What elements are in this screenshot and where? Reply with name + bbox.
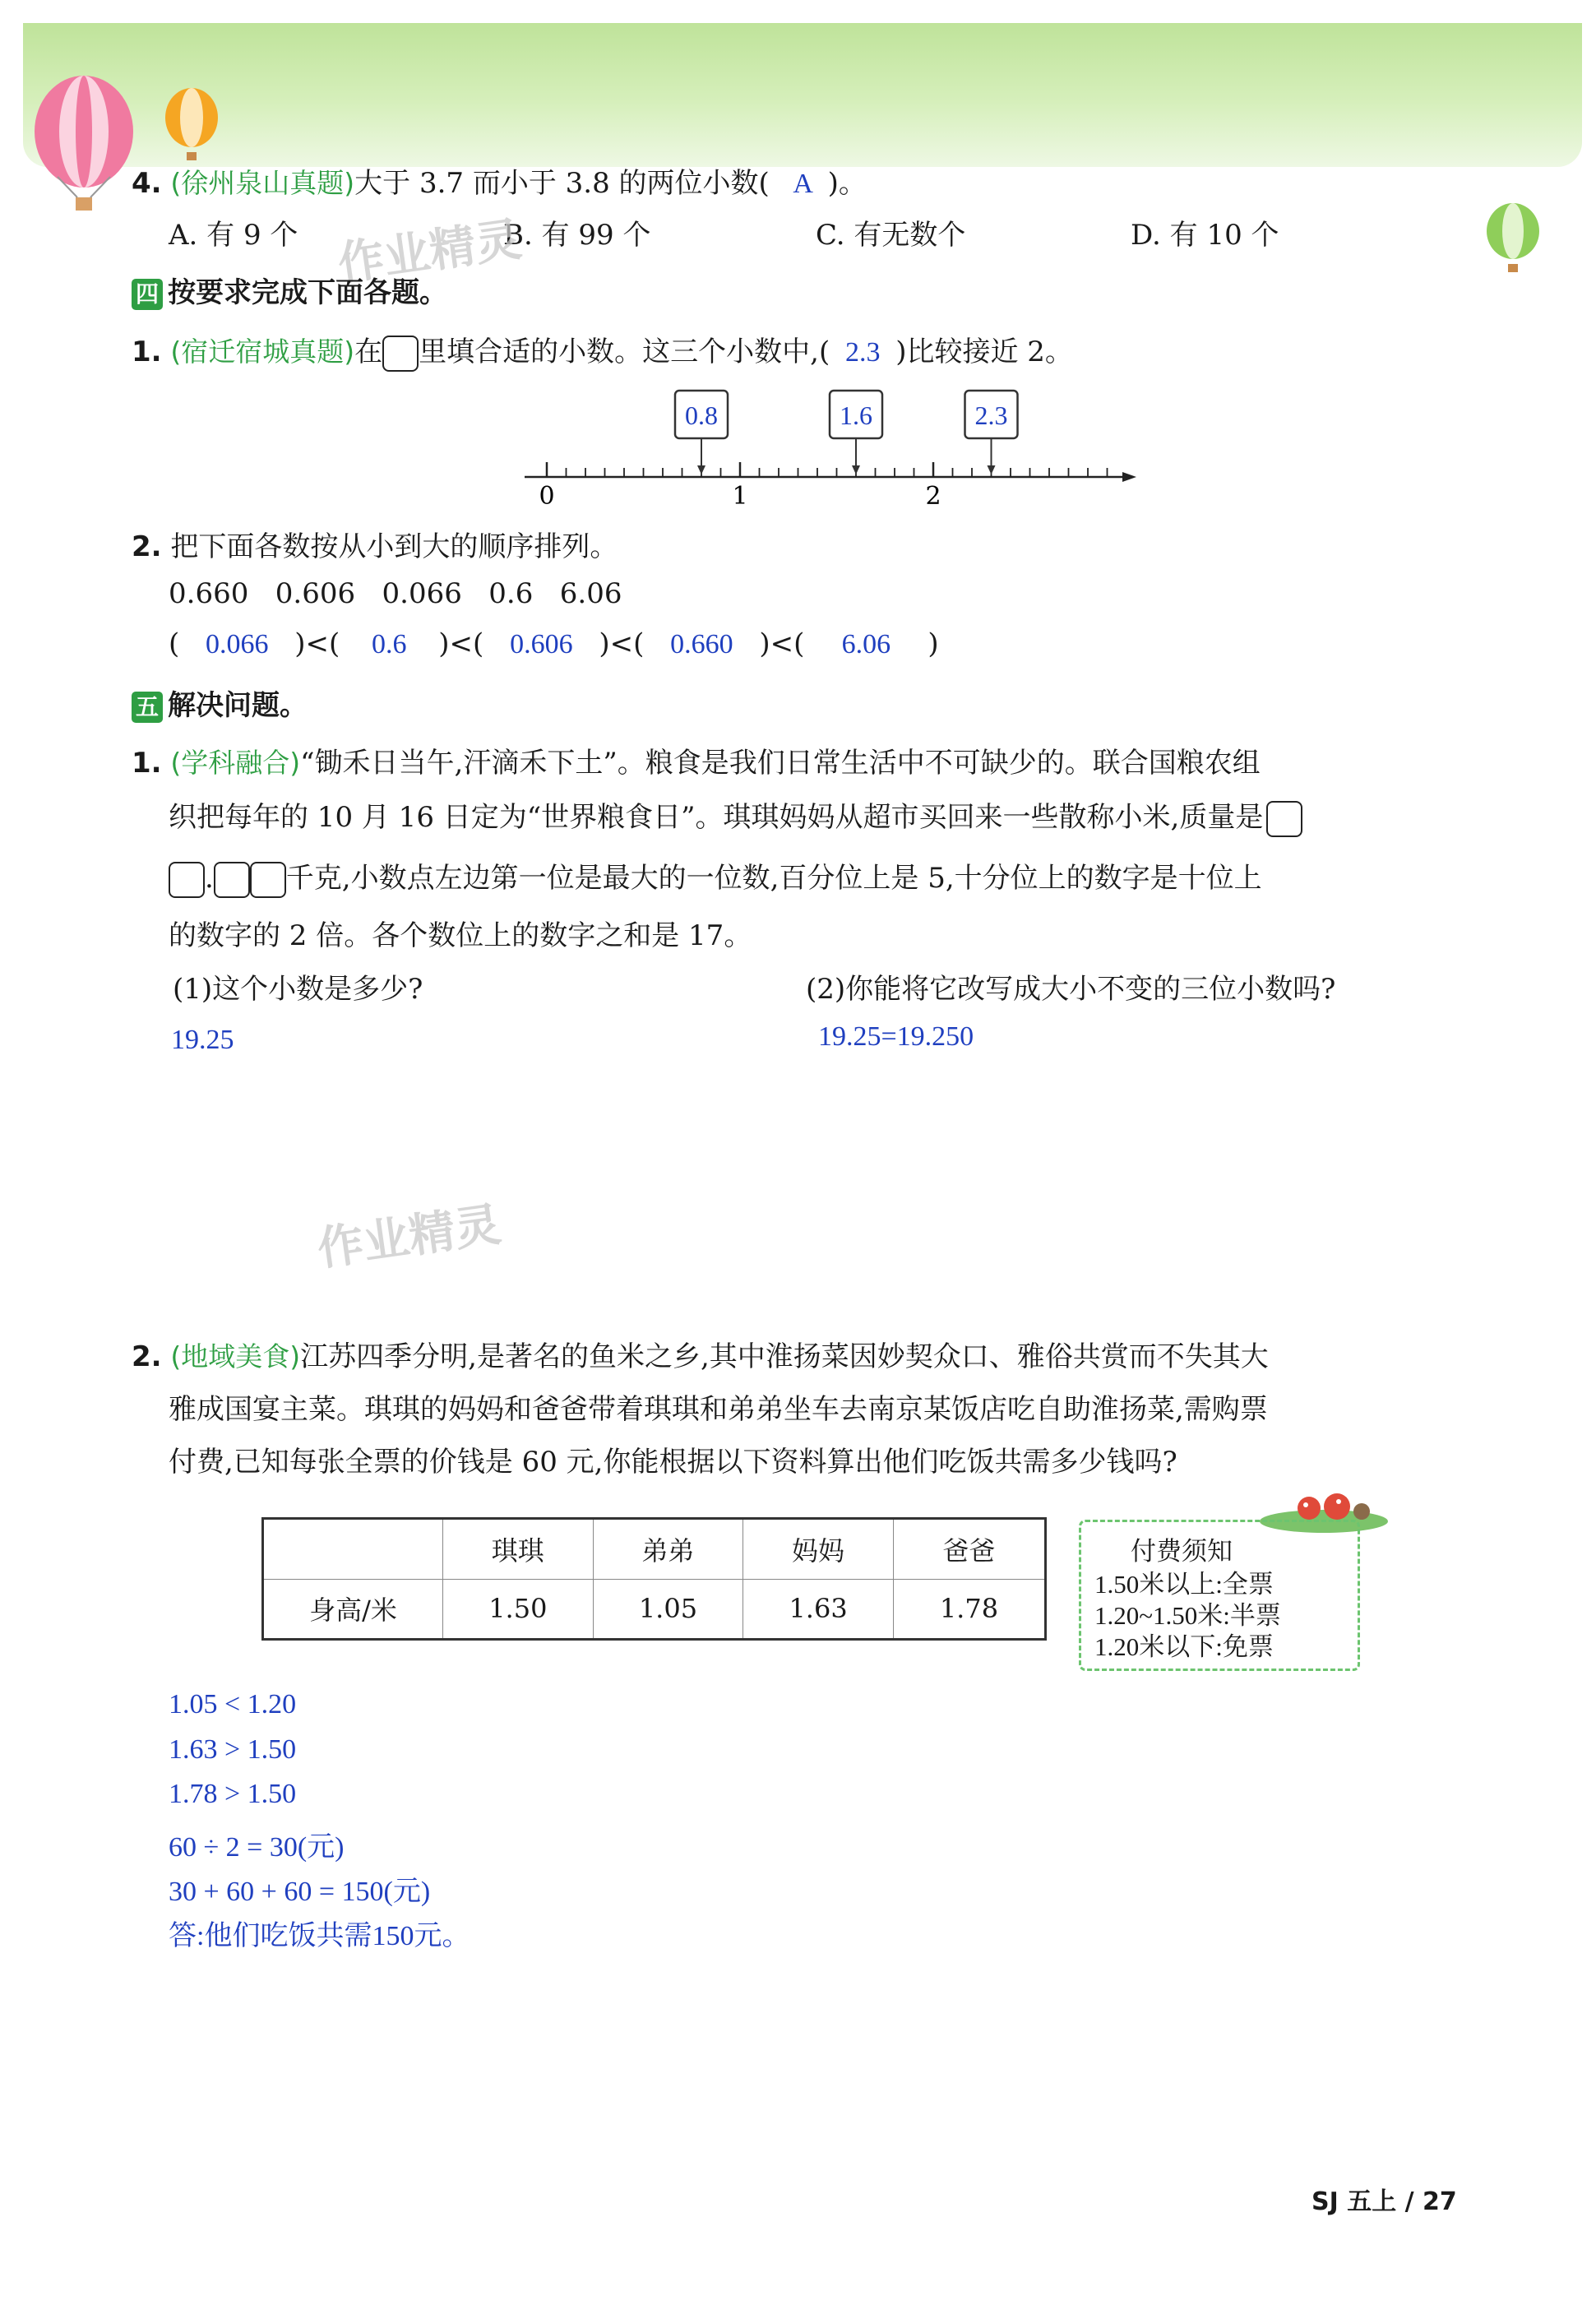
section5-label: 五 [132,692,163,723]
s5q1-line1 [132,740,1261,780]
section4-label: 四 [132,279,163,310]
blank-box [169,862,205,898]
s5q2-line2: 雅成国宴主菜。琪琪的妈妈和爸爸带着琪琪和弟弟坐车去南京某饭店吃自助淮扬菜,需购票 [169,1393,1268,1426]
table-header-cell: 爸爸 [893,1519,1045,1580]
q4-option-d: D. 有 10 个 [1131,219,1279,252]
notice-line: 1.50米以上:全票 [1094,1570,1274,1599]
q4-tag: (徐州泉山真题) [170,167,355,199]
tick-label-2: 2 [925,482,941,510]
page-footer: SJ 五上 / 27 [1311,2187,1457,2216]
header-banner [23,23,1582,167]
s5q1-line2 [169,794,1302,837]
s5q1-line4: 的数字的 2 倍。各个数位上的数字之和是 17。 [169,919,752,952]
q4-stem [132,160,867,201]
q4-option-b: B. 有 99 个 [503,219,651,252]
blank-box [382,336,419,372]
section4-heading [132,270,447,310]
arrow-down-icon [697,465,705,474]
s4q2-number: 2. [132,530,162,563]
answer-box-value: 0.8 [685,400,718,430]
s5q1-answer1: 19.25 [171,1025,234,1055]
order-2: 0.6 [372,629,407,660]
notice-line: 1.20~1.50米:半票 [1094,1601,1281,1630]
tick-label-1: 1 [732,482,748,510]
s5q1-text3: 千克,小数点左边第一位是最大的一位数,百分位上是 5,十分位上的数字是十位上 [285,862,1262,895]
tick-label-0: 0 [539,482,555,510]
arrow-down-icon [988,465,996,474]
arrow-right-icon [1122,472,1136,482]
solution-line: 30 + 60 + 60 = 150(元) [169,1877,431,1907]
q4-option-a: A. 有 9 个 [169,219,298,252]
s5q1-sub2: (2)你能将它改写成大小不变的三位小数吗? [806,973,1336,1006]
s4q1-stem-b: 里填合适的小数。这三个小数中,( [419,336,830,368]
s5q1-number: 1. [132,747,162,780]
s4q1-stem-a: 在 [354,336,383,368]
table-cell: 1.63 [743,1579,894,1640]
s5q2-text1: 江苏四季分明,是著名的鱼米之乡,其中淮扬菜因妙契众口、雅俗共赏而不失其大 [300,1340,1269,1373]
table-header-cell: 琪琪 [443,1519,594,1580]
q4-stem-b: )。 [827,167,867,200]
section5-heading [132,683,308,723]
section5-title: 解决问题。 [168,689,308,722]
solution-line: 1.63 > 1.50 [169,1734,297,1765]
table-cell: 1.50 [443,1579,594,1640]
table-cell: 1.78 [893,1579,1045,1640]
s4q2-numbers: 0.660 0.606 0.066 0.6 6.06 [169,577,622,610]
order-5: 6.06 [841,629,891,660]
table-row [263,1519,1046,1580]
s5q1-line3: . 千克,小数点左边第一位是最大的一位数,百分位上是 5,十分位上的数字是十位上 [169,855,1262,898]
s4q2-stem [132,524,618,564]
section4-title: 按要求完成下面各题。 [168,276,447,309]
solution-answer: 答:他们吃饭共需150元。 [169,1921,470,1951]
number-line-answer-box [830,391,882,474]
answer-box-value: 2.3 [974,400,1008,430]
s4q1-answer: 2.3 [844,337,881,368]
table-cell: 1.05 [593,1579,743,1640]
number-line-answer-box [675,391,728,474]
blank-box [250,862,286,898]
answer-box-value: 1.6 [840,400,872,430]
balloon-icon [25,74,148,218]
s5q2-number: 2. [132,1340,162,1373]
table-header-cell: 妈妈 [743,1519,894,1580]
table-header-cell [263,1519,443,1580]
watermark: 作业精灵 [335,212,525,292]
s4q2-order: ( 0.066 )<( 0.6 )<( 0.606 )<( 0.660 )<( 6.06 ) [169,627,939,660]
payment-notice [1079,1520,1360,1671]
s5q1-answer2: 19.25=19.250 [818,1021,974,1052]
solution-line: 1.05 < 1.20 [169,1689,297,1719]
notice-line: 1.20米以下:免票 [1094,1632,1274,1661]
q4-option-c: C. 有无数个 [816,219,966,252]
s4q1-tag: (宿迁宿城真题) [170,336,355,368]
table-header-cell: 弟弟 [593,1519,743,1580]
table-row-label: 身高/米 [263,1579,443,1640]
s4q1-stem [132,329,1073,372]
solution-line: 60 ÷ 2 = 30(元) [169,1832,345,1863]
height-table [261,1517,1047,1641]
order-3: 0.606 [510,629,573,660]
s4q2-text: 把下面各数按从小到大的顺序排列。 [170,530,618,563]
table-row [263,1579,1046,1640]
order-1: 0.066 [206,629,269,660]
balloon-green-icon [1480,201,1546,280]
q4-answer: A [793,169,813,199]
s5q1-text1: “锄禾日当午,汗滴禾下土”。粮食是我们日常生活中不可缺少的。联合国粮农组 [300,747,1261,780]
s4q1-number: 1. [132,336,162,368]
s5q2-line1 [132,1334,1269,1374]
arrow-down-icon [852,465,860,474]
solution-line: 1.78 > 1.50 [169,1779,297,1809]
s5q1-text2: 织把每年的 10 月 16 日定为“世界粮食日”。琪琪妈妈从超市买回来一些散称小米,质量是 [169,801,1264,834]
s5q1-sub1: (1)这个小数是多少? [173,973,423,1006]
s5q2-line3: 付费,已知每张全票的价钱是 60 元,你能根据以下资料算出他们吃饭共需多少钱吗? [169,1446,1177,1479]
s4q1-stem-c: )比较接近 2。 [895,336,1073,368]
number-line-answer-box [965,391,1018,474]
watermark: 作业精灵 [314,1197,505,1277]
number-line [518,386,1143,510]
notice-title: 付费须知 [1131,1537,1233,1566]
blank-box [1266,801,1302,837]
s5q1-tag: (学科融合) [170,747,301,779]
q4-number: 4. [132,167,162,200]
balloon-small-icon [160,86,226,169]
blank-box [214,862,250,898]
s5q2-tag: (地域美食) [170,1340,301,1372]
q4-stem-a: 大于 3.7 而小于 3.8 的两位小数( [354,167,770,200]
order-4: 0.660 [670,629,733,660]
